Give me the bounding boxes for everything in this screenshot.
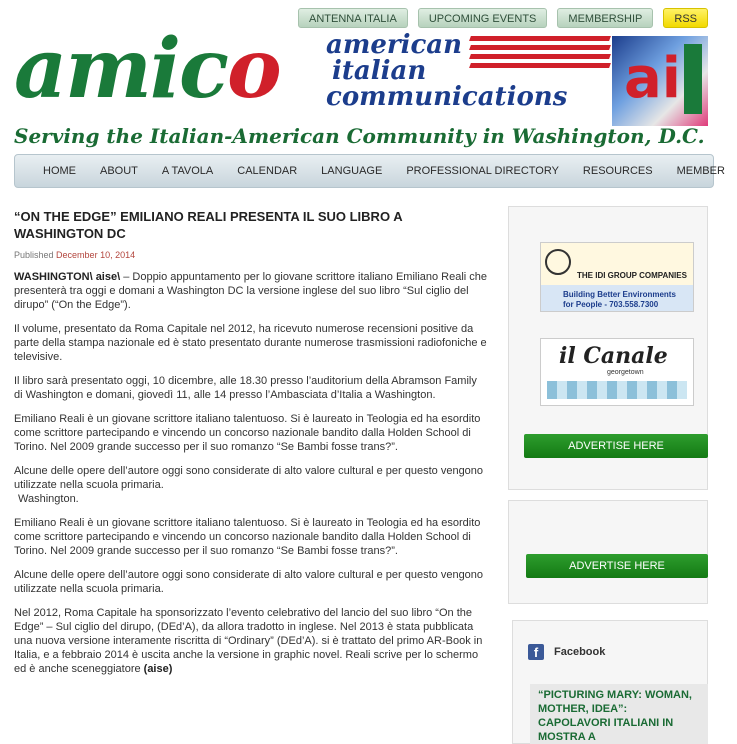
logo-word-italian: italian — [332, 56, 427, 86]
sidebar-advertise-box — [508, 500, 708, 604]
article-source-tag: (aise) — [143, 663, 173, 675]
facebook-story[interactable] — [530, 684, 708, 744]
ad-idi-name: THE IDI GROUP COMPANIES — [577, 271, 687, 280]
article-paragraph-text: Alcune delle opere dell’autore oggi sono considerate di alto valore cultural e per questo vengono utilizzate nella scuola primaria. — [14, 465, 484, 491]
ad-idi-line2: for People - 703.558.7300 — [563, 300, 659, 309]
article-title: “ON THE EDGE” EMILIANO REALI PRESENTA IL SUO LIBRO A WASHINGTON DC — [14, 209, 403, 241]
ad-canale-wave — [547, 381, 687, 399]
article-paragraph: Alcune delle opere dell’autore oggi sono considerate di alto valore cultural e per questo vengono utilizzate nella scuola primaria. — [14, 569, 484, 595]
upcoming-events-button[interactable]: UPCOMING EVENTS — [418, 8, 548, 28]
article-paragraph-tail: Washington. — [18, 493, 79, 505]
nav-item-member[interactable]: MEMBER — [676, 165, 725, 177]
article-lead-text: – Doppio appuntamento per lo giovane scrittore italiano Emiliano Reali che presenterà tra oggi e domani a Washington DC la versione inglese del suo libro “Sul ciglio del dirupo” (“On the Edge”). — [14, 271, 488, 311]
article-paragraph: Emiliano Reali è un giovane scrittore italiano talentuoso. Si è laureato in Teologia ed ha esordito come scrittore partecipando e vincendo un concorso nazionale bandito dalla Holden School di Torino. Nel 2009 grande successo per il suo romanzo “Se Bambi fosse trans?”. — [14, 517, 481, 557]
antenna-italia-button[interactable]: ANTENNA ITALIA — [298, 8, 408, 28]
ai-logo-mark — [612, 36, 708, 126]
logo-word-american: american — [326, 30, 463, 60]
rss-button[interactable]: RSS — [663, 8, 708, 28]
main-nav — [14, 154, 725, 188]
ad-idi-line1: Building Better Environments — [563, 290, 676, 299]
article-paragraph — [14, 606, 488, 676]
logo-word-communications: communications — [326, 82, 568, 112]
facebook-icon[interactable]: f — [528, 644, 544, 660]
article-paragraph: Il libro sarà presentato oggi, 10 dicembre, alle 18.30 presso l’auditorium della Abramson Family di Washington e domani, giovedì 11, alle 14 presso l’Ambasciata d’Italia a Washington. — [14, 375, 477, 401]
nav-item-calendar[interactable]: CALENDAR — [237, 165, 298, 177]
article-paragraph — [14, 464, 488, 506]
article — [14, 208, 488, 676]
article-paragraph: Il volume, presentato da Roma Capitale nel 2012, ha ricevuto numerose recensioni positive da parte della stampa nazionale ed è stato presentato durante numerose trasmissioni radiofoniche e televisive. — [14, 323, 487, 363]
logo-words — [326, 32, 567, 110]
site-tagline: Serving the Italian-American Community in Washington, D.C. — [14, 124, 705, 148]
article-dateline: WASHINGTON\ aise\ — [14, 271, 121, 283]
ad-idi-group[interactable] — [540, 242, 694, 312]
nav-item-language[interactable]: LANGUAGE — [321, 165, 383, 177]
advertise-here-button[interactable]: ADVERTISE HERE — [524, 434, 708, 458]
published-label: Published — [14, 250, 54, 260]
ai-logo-text: ai — [624, 46, 681, 111]
logo-text-red: o — [226, 21, 280, 117]
article-paragraph — [14, 270, 488, 312]
nav-item-home[interactable]: HOME — [43, 165, 76, 177]
ad-il-canale[interactable] — [540, 338, 694, 406]
article-paragraph: Emiliano Reali è un giovane scrittore italiano talentuoso. Si è laureato in Teologia ed ha esordito come scrittore partecipando e vincendo un concorso nazionale bandito dalla Holden School di Torino. Nel 2009 grande successo per il suo romanzo “Se Bambi fosse trans?”. — [14, 413, 481, 453]
published-date: December 10, 2014 — [56, 250, 136, 260]
ad-canale-sub: georgetown — [607, 369, 644, 376]
globe-icon — [545, 249, 571, 275]
facebook-story-title: “PICTURING MARY: WOMAN, MOTHER, IDEA”: CAPOLAVORI ITALIANI IN MOSTRA A — [538, 689, 692, 743]
nav-item-resources[interactable]: RESOURCES — [582, 165, 653, 177]
logo-text-green: amic — [14, 21, 227, 117]
published-line — [14, 250, 488, 260]
site-logo[interactable] — [14, 21, 280, 117]
nav-item-professional-directory[interactable]: PROFESSIONAL DIRECTORY — [406, 165, 559, 177]
nav-item-a-tavola[interactable]: A TAVOLA — [161, 165, 214, 177]
facebook-label[interactable]: Facebook — [554, 646, 606, 658]
ad-canale-brand: il Canale — [559, 343, 668, 369]
nav-item-about[interactable]: ABOUT — [100, 165, 138, 177]
membership-button[interactable]: MEMBERSHIP — [557, 8, 653, 28]
advertise-here-button-2[interactable]: ADVERTISE HERE — [526, 554, 708, 578]
article-paragraph-text: Nel 2012, Roma Capitale ha sponsorizzato l’evento celebrativo del lancio del suo libro “On the Edge” – Sul ciglio del dirupo, (DEd’A), da allora tradotto in inglese. Nel 2013 è stata pubblicata una nuova versione interamente riscritta di “Ordinary” (DEd’A). si è trattato del primo AR-Book in Italia, e a febbraio 2014 è uscita anche la versione in graphic novel. Reali scrive per lo schermo ed è anche sceneggiatore — [14, 607, 483, 675]
top-utility-bar — [298, 8, 708, 28]
ai-green-bar — [684, 44, 702, 114]
